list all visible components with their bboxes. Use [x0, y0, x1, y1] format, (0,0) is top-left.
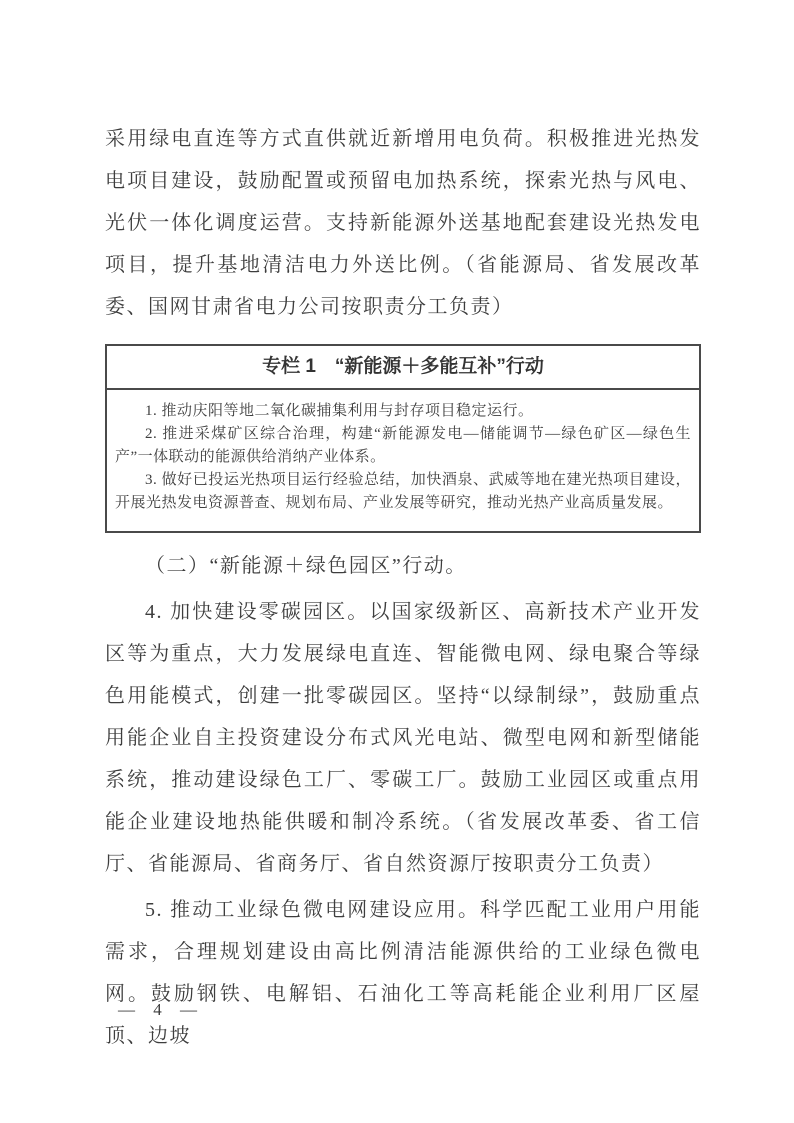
page-number: — 4 —: [118, 1000, 199, 1019]
paragraph-continuation: 采用绿电直连等方式直供就近新增用电负荷。积极推进光热发电项目建设，鼓励配置或预留电加热系统，探索光热与风电、光伏一体化调度运营。支持新能源外送基地配套建设光热发电项目，提升基地清洁电力外送比例。（省能源局、省发展改革委、国网甘肃省电力公司按职责分工负责）: [105, 128, 701, 318]
paragraph-4: 4. 加快建设零碳园区。以国家级新区、高新技术产业开发区等为重点，大力发展绿电直连、智能微电网、绿电聚合等绿色用能模式，创建一批零碳园区。坚持“以绿制绿”，鼓励重点用能企业自主投资建设分布式风光电站、微型电网和新型储能系统，推动建设绿色工厂、零碳工厂。鼓励工业园区或重点用能企业建设地热能供暖和制冷系统。（省发展改革委、省工信厅、省能源局、省商务厅、省自然资源厅按职责分工负责）: [105, 601, 701, 875]
section-heading: （二）“新能源＋绿色园区”行动。: [145, 555, 467, 577]
page-content: [105, 118, 701, 1057]
column-box-item-1: 1. 推动庆阳等地二氧化碳捕集利用与封存项目稳定运行。: [145, 403, 534, 419]
column-box-1: [105, 344, 701, 533]
column-box-body: [107, 390, 699, 531]
paragraph-5: 5. 推动工业绿色微电网建设应用。科学匹配工业用户用能需求，合理规划建设由高比例清洁能源供给的工业绿色微电网。鼓励钢铁、电解铝、石油化工等高耗能企业利用厂区屋顶、边坡: [105, 899, 701, 1047]
column-box-title: 专栏 1 “新能源＋多能互补”行动: [107, 346, 699, 390]
column-box-item-2: 2. 推进采煤矿区综合治理，构建“新能源发电—储能调节—绿色矿区—绿色生产”一体联动的能源供给消纳产业体系。: [115, 426, 691, 465]
column-box-item-3: 3. 做好已投运光热项目运行经验总结，加快酒泉、武威等地在建光热项目建设，开展光热发电资源普查、规划布局、产业发展等研究，推动光热产业高质量发展。: [115, 472, 691, 511]
